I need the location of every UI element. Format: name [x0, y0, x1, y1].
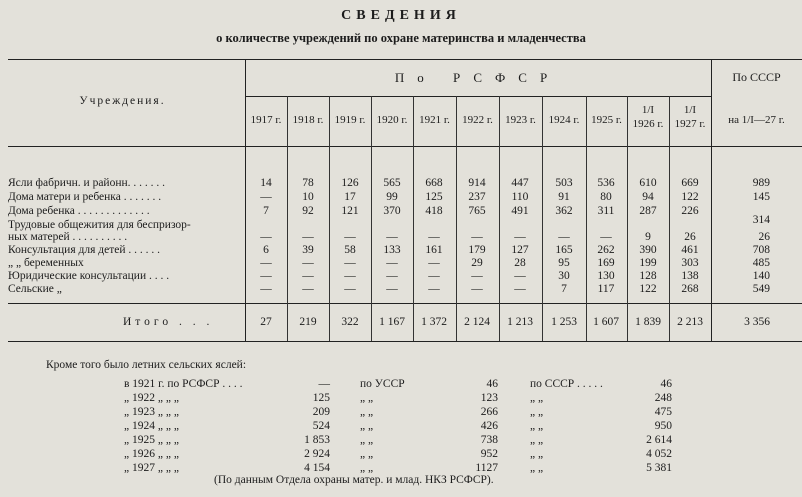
table-cell: 668 — [425, 177, 443, 189]
table-cell: — — [260, 270, 272, 282]
footnote-rsfsr-value: — — [318, 378, 330, 390]
table-cell: 117 — [597, 283, 615, 295]
table-cell: 110 — [511, 191, 529, 203]
ussr-cell: 989 — [752, 177, 770, 189]
row-label: Дома матери и ребенка . . . . . . . — [8, 191, 162, 203]
year-header: 1925 г. — [591, 114, 622, 126]
footnote-ussr-label: по УССР — [360, 378, 405, 390]
table-cell: 370 — [383, 205, 401, 217]
ussr-cell: 26 — [758, 231, 770, 243]
footnote-sssr-label: по СССР . . . . . — [530, 378, 603, 390]
footnote-ussr-value: 123 — [480, 392, 498, 404]
footnote-year: „ 1925 „ „ „ — [124, 434, 179, 446]
table-cell: — — [386, 231, 398, 243]
footnote-ussr-value: 1127 — [475, 462, 498, 474]
total-cell: 1 167 — [379, 316, 405, 328]
row-label: „ „ беременных — [8, 257, 84, 269]
table-cell: 262 — [597, 244, 615, 256]
footnote-rsfsr-value: 2 924 — [304, 448, 330, 460]
table-cell: 58 — [344, 244, 356, 256]
ussr-date-header: на 1/I—27 г. — [728, 114, 785, 126]
table-cell: 765 — [468, 205, 486, 217]
table-cell: 126 — [341, 177, 359, 189]
table-cell: — — [344, 270, 356, 282]
footnote-sssr-label: „ „ — [530, 448, 544, 460]
ussr-cell: 708 — [752, 244, 770, 256]
year-header: 1927 г. — [674, 118, 706, 130]
total-ussr-cell: 3 356 — [744, 316, 770, 328]
table-cell: — — [514, 283, 526, 295]
footnote-sssr-label: „ „ — [530, 406, 544, 418]
year-header: 1926 г. — [632, 118, 664, 130]
table-cell: 237 — [468, 191, 486, 203]
footnote-sssr-value: 4 052 — [646, 448, 672, 460]
col-rule — [499, 96, 500, 341]
table-cell: 447 — [511, 177, 529, 189]
row-label: Консультация для детей . . . . . . — [8, 244, 160, 256]
total-cell: 2 213 — [677, 316, 703, 328]
table-cell: — — [260, 257, 272, 269]
table-cell: 268 — [681, 283, 699, 295]
table-cell: 169 — [597, 257, 615, 269]
table-cell: — — [302, 270, 314, 282]
table-cell: 99 — [386, 191, 398, 203]
table-bottom-rule — [8, 341, 802, 342]
table-cell: 311 — [597, 205, 615, 217]
total-cell: 219 — [299, 316, 317, 328]
footnote-sssr-label: „ „ — [530, 420, 544, 432]
table-cell: 7 — [561, 283, 567, 295]
footnote-ussr-value: 952 — [480, 448, 498, 460]
table-cell: — — [514, 270, 526, 282]
total-cell: 322 — [341, 316, 359, 328]
table-cell: — — [428, 231, 440, 243]
total-cell: 1 213 — [507, 316, 533, 328]
year-header: 1918 г. — [292, 114, 324, 126]
table-cell: — — [600, 231, 612, 243]
table-cell: 125 — [425, 191, 443, 203]
year-header: 1920 г. — [376, 114, 408, 126]
table-top-rule — [8, 59, 802, 60]
footnote-sssr-value: 475 — [654, 406, 672, 418]
table-cell: 226 — [681, 205, 699, 217]
total-cell: 1 607 — [593, 316, 619, 328]
col-rule — [329, 96, 330, 341]
footnote-ussr-label: „ „ — [360, 406, 374, 418]
table-cell: 9 — [645, 231, 651, 243]
footnote-sssr-label: „ „ — [530, 434, 544, 446]
table-cell: 165 — [555, 244, 573, 256]
year-header: 1917 г. — [250, 114, 282, 126]
footnote-ussr-label: „ „ — [360, 420, 374, 432]
table-cell: 122 — [681, 191, 699, 203]
footnote-year: „ 1922 „ „ „ — [124, 392, 179, 404]
year-header-date: 1/I — [641, 104, 655, 116]
table-cell: 610 — [639, 177, 657, 189]
footnote-ussr-label: „ „ — [360, 462, 374, 474]
table-cell: 199 — [639, 257, 657, 269]
table-cell: — — [386, 270, 398, 282]
footnote-year: „ 1927 „ „ „ — [124, 462, 179, 474]
col-rule — [456, 96, 457, 341]
table-cell: 287 — [639, 205, 657, 217]
table-cell: 303 — [681, 257, 699, 269]
year-header-date: 1/I — [683, 104, 697, 116]
table-cell: 418 — [425, 205, 443, 217]
total-cell: 2 124 — [464, 316, 490, 328]
footnote-sssr-value: 46 — [660, 378, 672, 390]
table-cell: 491 — [511, 205, 529, 217]
table-cell: 133 — [383, 244, 401, 256]
table-cell: 80 — [600, 191, 612, 203]
ussr-cell: 549 — [752, 283, 770, 295]
table-cell: 94 — [642, 191, 654, 203]
footnote-sssr-value: 5 381 — [646, 462, 672, 474]
table-cell: — — [386, 283, 398, 295]
header-split-rule — [245, 96, 711, 97]
table-cell: 39 — [302, 244, 314, 256]
table-cell: — — [260, 283, 272, 295]
table-cell: 121 — [341, 205, 359, 217]
table-cell: 78 — [302, 177, 314, 189]
footnote-year: „ 1924 „ „ „ — [124, 420, 179, 432]
table-cell: 161 — [425, 244, 443, 256]
table-cell: — — [302, 257, 314, 269]
table-cell: 362 — [555, 205, 573, 217]
col-rule — [711, 59, 712, 341]
footnote-ussr-label: „ „ — [360, 448, 374, 460]
table-cell: 30 — [558, 270, 570, 282]
table-cell: — — [302, 231, 314, 243]
total-label: Итого . . . — [123, 316, 214, 328]
footnote-sssr-label: „ „ — [530, 392, 544, 404]
col-rule — [627, 96, 628, 341]
table-cell: — — [428, 270, 440, 282]
footnote-rsfsr-value: 1 853 — [304, 434, 330, 446]
footnote-year: „ 1923 „ „ „ — [124, 406, 179, 418]
year-header: 1924 г. — [548, 114, 580, 126]
footnote-ussr-value: 266 — [480, 406, 498, 418]
footnote-source: (По данным Отдела охраны матер. и млад. НКЗ РСФСР). — [214, 474, 494, 486]
row-label: ных матерей . . . . . . . . . . — [8, 231, 128, 243]
ussr-header: По СССР — [732, 70, 781, 84]
table-cell: 95 — [558, 257, 570, 269]
footnote-ussr-value: 426 — [480, 420, 498, 432]
footnote-ussr-label: „ „ — [360, 434, 374, 446]
table-cell: 128 — [639, 270, 657, 282]
row-label: Трудовые общежития для беспризор- — [8, 219, 191, 231]
table-cell: — — [302, 283, 314, 295]
table-cell: 92 — [302, 205, 314, 217]
table-cell: — — [344, 283, 356, 295]
table-cell: 503 — [555, 177, 573, 189]
year-header: 1919 г. — [334, 114, 366, 126]
table-cell: 14 — [260, 177, 272, 189]
footnote-ussr-label: „ „ — [360, 392, 374, 404]
table-cell: — — [471, 231, 483, 243]
row-label: Юридические консультации . . . . — [8, 270, 170, 282]
year-header: 1921 г. — [419, 114, 450, 126]
table-cell: — — [471, 283, 483, 295]
table-cell: 390 — [639, 244, 657, 256]
rsfsr-header: По РСФСР — [394, 70, 561, 85]
total-cell: 27 — [260, 316, 272, 328]
total-cell: 1 372 — [421, 316, 447, 328]
table-cell: — — [471, 270, 483, 282]
col-rule — [669, 96, 670, 341]
ussr-cell: 314 — [752, 214, 770, 226]
col-rule — [371, 96, 372, 341]
document-title: СВЕДЕНИЯ — [341, 8, 461, 23]
table-cell: 179 — [468, 244, 486, 256]
col-rule — [287, 96, 288, 341]
table-cell: 536 — [597, 177, 615, 189]
footnote-sssr-value: 950 — [654, 420, 672, 432]
ussr-cell: 485 — [752, 257, 770, 269]
table-cell: — — [514, 231, 526, 243]
table-cell: 565 — [383, 177, 401, 189]
table-cell: 26 — [684, 231, 696, 243]
row-label: Дома ребенка . . . . . . . . . . . . . — [8, 205, 150, 217]
table-cell: — — [428, 283, 440, 295]
table-cell: — — [386, 257, 398, 269]
table-cell: — — [344, 257, 356, 269]
footnote-rsfsr-value: 4 154 — [304, 462, 330, 474]
table-cell: — — [260, 191, 272, 203]
col-rule — [413, 96, 414, 341]
table-cell: 7 — [263, 205, 269, 217]
footnote-rsfsr-value: 524 — [312, 420, 330, 432]
footnote-sssr-value: 248 — [654, 392, 672, 404]
footnote-ussr-value: 46 — [486, 378, 498, 390]
footnote-year: в 1921 г. по РСФСР . . . . — [124, 378, 243, 390]
table-cell: 669 — [681, 177, 699, 189]
table-cell: 130 — [597, 270, 615, 282]
table-cell: — — [428, 257, 440, 269]
document-subtitle: о количестве учреждений по охране материнства и младенчества — [216, 31, 586, 45]
table-cell: 138 — [681, 270, 699, 282]
table-cell: 122 — [639, 283, 657, 295]
footnote-sssr-value: 2 614 — [646, 434, 672, 446]
total-cell: 1 839 — [635, 316, 661, 328]
total-top-rule — [8, 303, 802, 304]
footnote-rsfsr-value: 125 — [312, 392, 330, 404]
table-cell: 10 — [302, 191, 314, 203]
ussr-cell: 145 — [752, 191, 770, 203]
footnote-rsfsr-value: 209 — [312, 406, 330, 418]
ussr-cell: 140 — [752, 270, 770, 282]
footnote-ussr-value: 738 — [480, 434, 498, 446]
table-cell: — — [344, 231, 356, 243]
table-cell: 461 — [681, 244, 699, 256]
footnote-year: „ 1926 „ „ „ — [124, 448, 179, 460]
table-cell: 914 — [468, 177, 486, 189]
table-cell: 127 — [511, 244, 529, 256]
year-header: 1922 г. — [462, 114, 493, 126]
footnote-intro: Кроме того было летних сельских яслей: — [46, 359, 247, 371]
total-cell: 1 253 — [551, 316, 577, 328]
table-cell: 17 — [344, 191, 356, 203]
year-header: 1923 г. — [505, 114, 536, 126]
table-cell: 91 — [558, 191, 570, 203]
header-bottom-rule — [8, 146, 802, 147]
table-cell: — — [558, 231, 570, 243]
row-label: Ясли фабричн. и районн. . . . . . . — [8, 177, 166, 189]
table-cell: 6 — [263, 244, 269, 256]
col-rule — [586, 96, 587, 341]
table-cell: — — [260, 231, 272, 243]
row-label: Сельские „ — [8, 283, 62, 295]
table-cell: 29 — [471, 257, 483, 269]
col-rule — [542, 96, 543, 341]
institutions-header: Учреждения. — [79, 95, 166, 107]
table-cell: 28 — [514, 257, 526, 269]
footnote-sssr-label: „ „ — [530, 462, 544, 474]
